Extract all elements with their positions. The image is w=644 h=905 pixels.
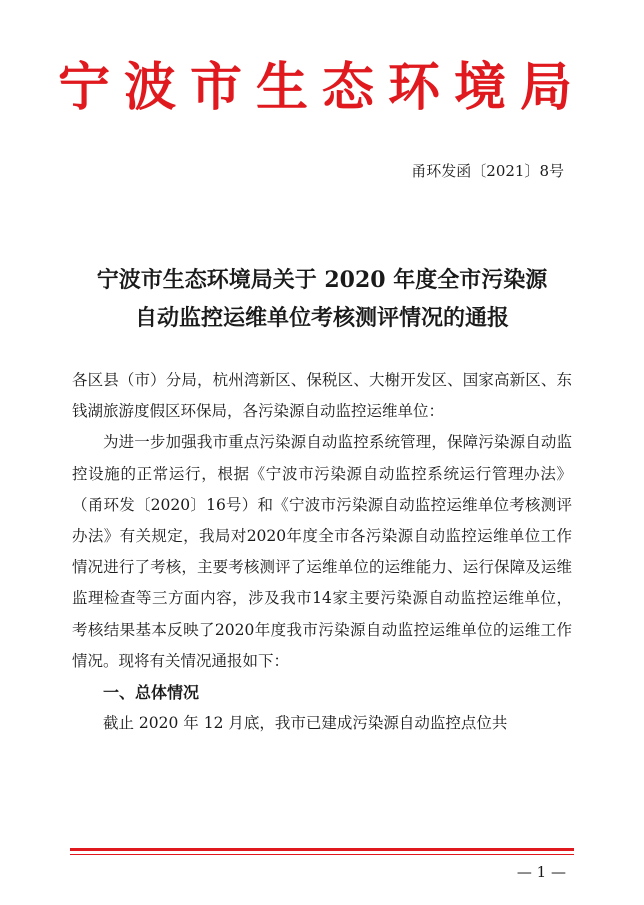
- org-header-title: 宁波市生态环境局: [57, 57, 586, 118]
- document-number: 甬环发函〔2021〕8号: [411, 162, 564, 180]
- footer-red-rule-thin: [70, 854, 574, 855]
- page-number: — 1 —: [516, 863, 566, 881]
- footer-red-rule-thick: [70, 848, 574, 851]
- document-title: [0, 261, 644, 337]
- recipients-paragraph: 各区县（市）分局，杭州湾新区、保税区、大榭开发区、国家高新区、东钱湖旅游度假区环保局，各污染源自动监控运维单位：: [72, 371, 572, 421]
- section-heading-overview: 一、总体情况: [103, 683, 200, 703]
- document-body: [72, 365, 572, 739]
- body-paragraph-1: 为进一步加强我市重点污染源自动监控系统管理，保障污染源自动监控设施的正常运行，根据《宁波市污染源自动监控系统运行管理办法》（甬环发〔2020〕16号）和《宁波市污染源自动监控运维单位考核测评办法》有关规定，我局对2020年度全市各污染源自动监控运维单位工作情况进行了考核，主要考核测评了运维单位的运维能力、运行保障及运维监理检查等三方面内容，涉及我市14家主要污染源自动监控运维单位，考核结果基本反映了2020年度我市污染源自动监控运维单位的运维工作情况。现将有关情况通报如下：: [72, 433, 572, 670]
- document-title-line-1: 宁波市生态环境局关于 2020 年度全市污染源: [96, 267, 548, 293]
- body-paragraph-2: 截止 2020 年 12 月底，我市已建成污染源自动监控点位共: [103, 714, 508, 733]
- document-title-line-2: 自动监控运维单位考核测评情况的通报: [134, 305, 509, 331]
